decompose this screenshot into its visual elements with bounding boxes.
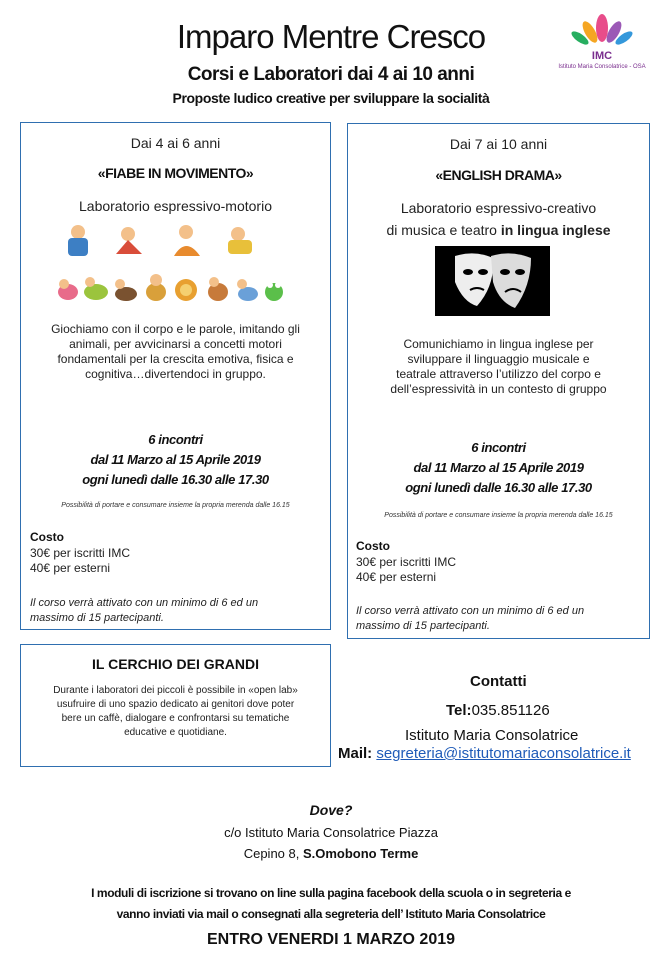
- contact-institute: Istituto Maria Consolatrice: [405, 727, 579, 744]
- logo-name: Istituto Maria Consolatrice - OSA: [558, 64, 646, 70]
- right-lab-line1: Laboratorio espressivo-creativo: [400, 200, 597, 216]
- left-prices: 30€ per iscritti IMC 40€ per esterni: [30, 546, 131, 575]
- contact-mail: Mail: segreteria@istitutomariaconsolatrice.it: [338, 745, 631, 762]
- dove-address-line2: Cepino 8, S.Omobono Terme: [243, 846, 419, 861]
- left-description: Giochiamo con il corpo e le parole, imitando gli animali, per avvicinarsi a concetti motori fondamentali per la crescita emotiva, fisica e cognitiva…divertendoci in gruppo.: [51, 322, 300, 381]
- children-animals-illustration: [56, 222, 286, 312]
- right-prices: 30€ per iscritti IMC 40€ per esterni: [356, 555, 457, 584]
- contacts-title: Contatti: [470, 673, 527, 690]
- left-participants-note: Il corso verrà attivato con un minimo di 6 ed un massimo di 15 partecipanti.: [30, 597, 259, 624]
- contact-phone: Tel:035.851126: [446, 702, 550, 719]
- theatre-masks-image: [435, 246, 550, 316]
- dove-address-line1: c/o Istituto Maria Consolatrice Piazza: [224, 825, 438, 840]
- left-merenda-note: Possibilità di portare e consumare insieme la propria merenda dalle 16.15: [61, 502, 290, 509]
- grandi-text: Durante i laboratori dei piccoli è possibile in «open lab» usufruire di uno spazio dedicato ai genitori dove poter bere un caffè, dialogare e confrontarsi su tematiche educative e quotidiane.: [53, 685, 298, 738]
- grandi-title: IL CERCHIO DEI GRANDI: [92, 656, 259, 672]
- page-title: Imparo Mentre Cresco: [176, 18, 486, 55]
- moduli-info-line1: I moduli di iscrizione si trovano on line sulla pagina facebook della scuola o in segreteria e: [91, 886, 571, 900]
- deadline: ENTRO VENERDI 1 MARZO 2019: [206, 931, 456, 948]
- right-description: Comunichiamo in lingua inglese per sviluppare il linguaggio musicale e teatrale attraverso l’utilizzo del corpo e dell’espressività in un contesto di gruppo: [390, 337, 607, 396]
- imc-logo: [560, 10, 644, 78]
- page-tagline: Proposte ludico creative per sviluppare la socialità: [172, 90, 490, 106]
- lotus-icon: [560, 10, 644, 52]
- page-subtitle: Corsi e Laboratori dai 4 ai 10 anni: [187, 64, 475, 85]
- right-course-title: «ENGLISH DRAMA»: [435, 167, 562, 183]
- left-schedule: 6 incontri dal 11 Marzo al 15 Aprile 2019 ogni lunedì dalle 16.30 alle 17.30: [82, 432, 269, 487]
- dove-heading: Dove?: [309, 802, 353, 818]
- mail-link[interactable]: segreteria@istitutomariaconsolatrice.it: [376, 745, 631, 762]
- right-lab-line2: di musica e teatro in lingua inglese: [386, 222, 611, 238]
- left-lab: Laboratorio espressivo-motorio: [79, 198, 272, 214]
- left-costo-label: Costo: [30, 530, 64, 544]
- left-course-title: «FIABE IN MOVIMENTO»: [97, 165, 254, 181]
- logo-abbr: IMC: [591, 50, 613, 62]
- right-costo-label: Costo: [356, 539, 390, 553]
- right-schedule: 6 incontri dal 11 Marzo al 15 Aprile 2019 ogni lunedì dalle 16.30 alle 17.30: [405, 440, 592, 495]
- moduli-info-line2: vanno inviati via mail o consegnati alla segreteria dell’ Istituto Maria Consolatrice: [116, 907, 546, 921]
- right-participants-note: Il corso verrà attivato con un minimo di 6 ed un massimo di 15 partecipanti.: [356, 605, 585, 632]
- left-age: Dai 4 ai 6 anni: [130, 135, 221, 151]
- right-age: Dai 7 ai 10 anni: [449, 136, 548, 152]
- right-merenda-note: Possibilità di portare e consumare insieme la propria merenda dalle 16.15: [384, 512, 613, 519]
